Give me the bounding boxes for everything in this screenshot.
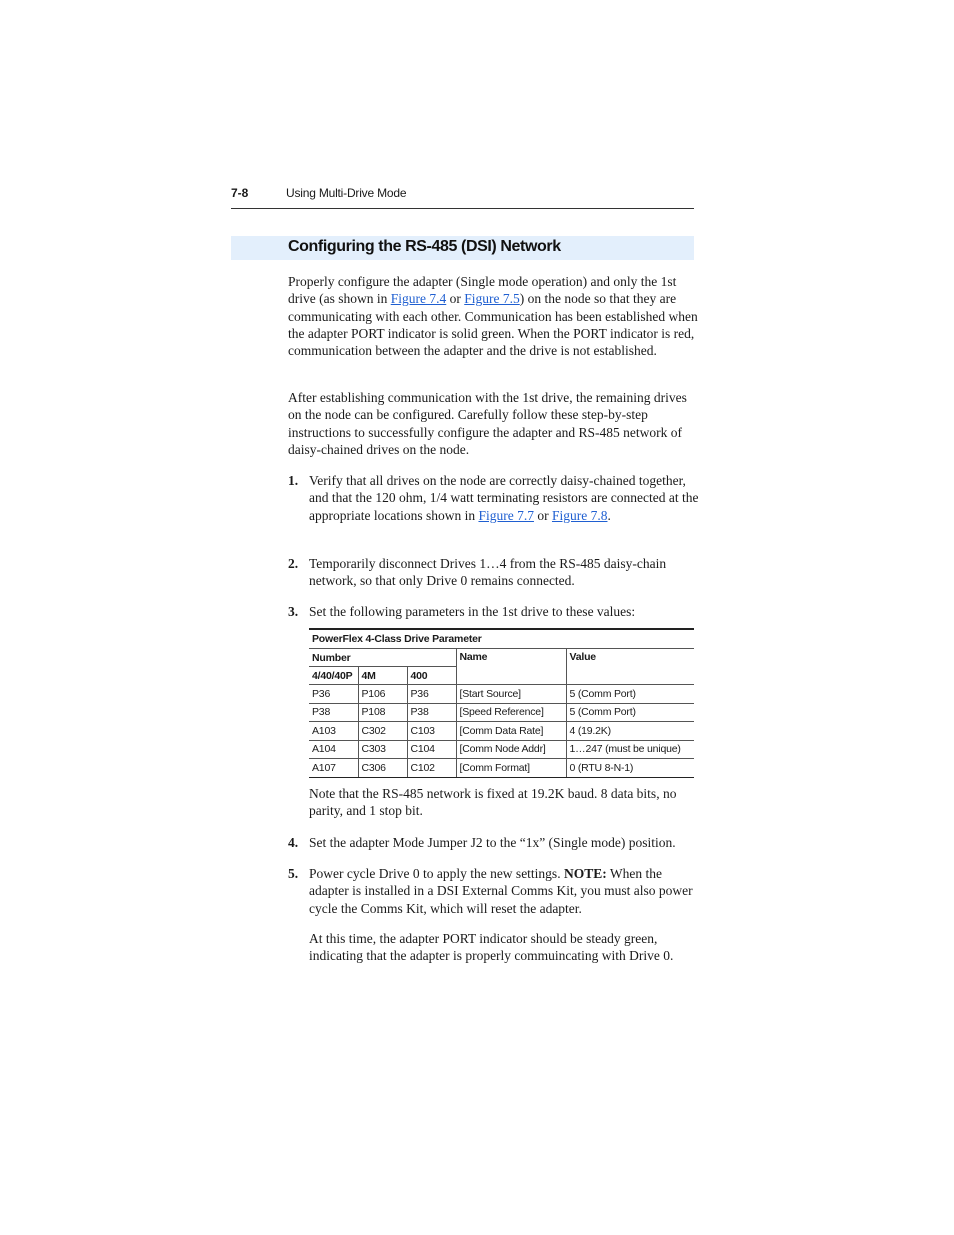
- table-cell: 0 (RTU 8-N-1): [566, 759, 694, 778]
- table-row: [309, 722, 694, 741]
- chapter-title: Using Multi-Drive Mode: [286, 186, 407, 200]
- section-heading-band: [231, 236, 694, 260]
- running-header: [231, 185, 694, 209]
- number-header: Number: [309, 649, 456, 667]
- step-1-text: [309, 472, 699, 524]
- step-text: Power cycle Drive 0 to apply the new settings.: [309, 866, 564, 881]
- table-cell: P38: [309, 703, 358, 722]
- step-text: .: [607, 507, 611, 523]
- step-number: 2.: [288, 556, 299, 571]
- table-cell: P38: [407, 703, 456, 722]
- paragraph-text: Properly configure the adapter (Single mode operation) and only the 1st drive (as shown in: [288, 274, 677, 307]
- table-cell: [Comm Data Rate]: [456, 722, 566, 741]
- table-cell: C103: [407, 722, 456, 741]
- table-row: [309, 685, 694, 704]
- table-cell: [Comm Format]: [456, 759, 566, 778]
- table-caption: PowerFlex 4-Class Drive Parameter: [309, 629, 694, 649]
- intro-paragraph: [288, 273, 698, 359]
- baud-rate-note: Note that the RS-485 network is fixed at 19.2K baud. 8 data bits, no parity, and 1 stop bit.: [309, 786, 677, 819]
- table-cell: C306: [358, 759, 407, 778]
- table-cell: C302: [358, 722, 407, 741]
- table-cell: A104: [309, 740, 358, 759]
- step-number: 3.: [288, 604, 299, 619]
- table-cell: C102: [407, 759, 456, 778]
- table-row: [309, 740, 694, 759]
- table-cell: A103: [309, 722, 358, 741]
- table-cell: 5 (Comm Port): [566, 685, 694, 704]
- paragraph-text: or: [446, 291, 465, 307]
- table-cell: A107: [309, 759, 358, 778]
- figure-7-7-link[interactable]: Figure 7.7: [478, 507, 534, 523]
- value-header: Value: [566, 649, 694, 685]
- step-text: When the adapter is installed in a DSI External Comms Kit, you must also power cycle the Comms Kit, which will reset the adapter.: [309, 866, 693, 916]
- step-2-text: Temporarily disconnect Drives 1…4 from the RS-485 daisy-chain network, so that only Drive 0 remains connected.: [309, 556, 667, 589]
- table-cell: P108: [358, 703, 407, 722]
- step-5-text: [309, 865, 699, 917]
- figure-7-8-link[interactable]: Figure 7.8: [551, 507, 608, 523]
- subheader-400: 400: [407, 667, 456, 685]
- subheader-4m: 4M: [358, 667, 407, 685]
- table-cell: [Comm Node Addr]: [456, 740, 566, 759]
- step-number: 5.: [288, 866, 299, 881]
- table-caption-row: [309, 629, 694, 649]
- step-number: 1.: [288, 473, 299, 488]
- figure-7-5-link[interactable]: Figure 7.5: [464, 291, 520, 307]
- table-cell: 4 (19.2K): [566, 722, 694, 741]
- instructions-paragraph: After establishing communication with the 1st drive, the remaining drives on the node can be configured. Carefully follow these step-by-step instructions to successfully configure the adapter and RS-485 network of daisy-chained drives on the node.: [288, 390, 687, 457]
- page-number: 7-8: [231, 186, 249, 200]
- table-cell: P36: [309, 685, 358, 704]
- paragraph-text: ) on the node so that they are communicating with each other. Communication has been established when the adapter PORT indicator is solid green. When the PORT indicator is red, communication between the adapter and the drive is not established.: [288, 291, 698, 359]
- table-cell: P36: [407, 685, 456, 704]
- section-title: Configuring the RS-485 (DSI) Network: [288, 238, 561, 255]
- step-4-text: Set the adapter Mode Jumper J2 to the “1x” (Single mode) position.: [309, 835, 676, 850]
- name-header: Name: [456, 649, 566, 685]
- table-row: [309, 759, 694, 778]
- table-cell: C303: [358, 740, 407, 759]
- step-text: Verify that all drives on the node are correctly daisy-chained together, and that the 120 ohm, 1/4 watt terminating resistors are connected at the appropriate locations shown in: [309, 473, 699, 523]
- note-label: NOTE:: [563, 866, 607, 881]
- step-5-followup: At this time, the adapter PORT indicator should be steady green, indicating that the adapter is properly commuincating with Drive 0.: [309, 931, 674, 964]
- table-cell: 1…247 (must be unique): [566, 740, 694, 759]
- table-cell: C104: [407, 740, 456, 759]
- table-row: [309, 703, 694, 722]
- step-text: or: [533, 507, 552, 523]
- parameter-table: [309, 628, 694, 778]
- step-number: 4.: [288, 835, 299, 850]
- table-cell: [Start Source]: [456, 685, 566, 704]
- subheader-4-40-40p: 4/40/40P: [309, 667, 358, 685]
- table-cell: 5 (Comm Port): [566, 703, 694, 722]
- figure-7-4-link[interactable]: Figure 7.4: [390, 291, 447, 307]
- table-header-row: [309, 649, 694, 667]
- table-cell: P106: [358, 685, 407, 704]
- step-3-text: Set the following parameters in the 1st drive to these values:: [309, 604, 636, 619]
- table-cell: [Speed Reference]: [456, 703, 566, 722]
